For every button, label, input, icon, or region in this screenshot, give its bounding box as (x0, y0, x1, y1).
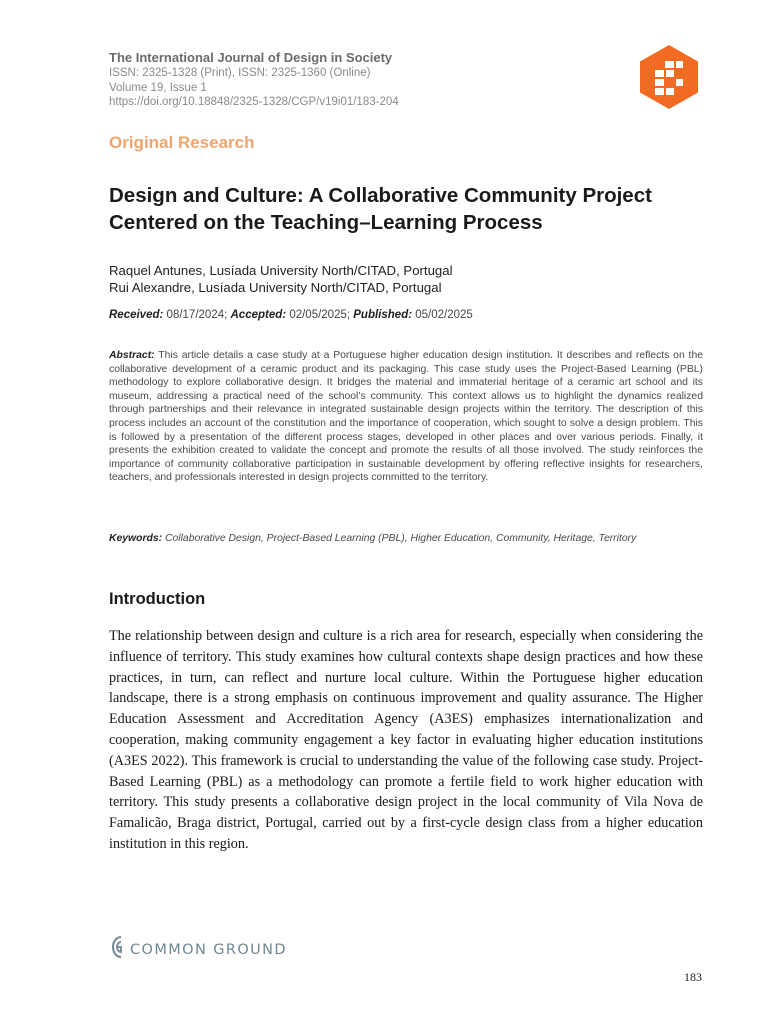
journal-header (109, 50, 589, 110)
abstract-label: Abstract: (109, 350, 155, 361)
section-label: Original Research (109, 133, 255, 152)
abstract-text: This article details a case study at a Portuguese higher education design institution. It describes and reflects on the collaborative development of a ceramic product and its packaging. This case study uses the Project-Based Learning (PBL) methodology to explore collaborative design. It bridges the material and immaterial heritage of a ceramic art school and its museum, addressing a practical need of the school’s community. This context allows us to highlight the dynamics realized through partnerships and their relevance in integrated sustainable design projects within the territory. The description of this process includes an account of the constitution and the importance of cooperation, which sought to solve a design problem. This is followed by a presentation of the different process stages, developed in other places and over various periods. Finally, it presents the exhibition created to validate the concept and promote the results of all those involved. The study reinforces the importance of community collaborative participation in sustainable development by offering reflective insights for researchers, teachers, and professionals interested in design projects committed to the territory. (109, 350, 703, 484)
introduction-heading: Introduction (109, 590, 206, 608)
common-ground-icon (109, 933, 125, 966)
author-list (109, 262, 453, 296)
doi-link[interactable]: https://doi.org/10.18848/2325-1328/CGP/v19i01/183-204 (109, 96, 399, 108)
introduction-paragraph: The relationship between design and culture is a rich area for research, especially when considering the influence of territory. This study examines how cultural contexts shape design practices and how these practices, in turn, can reflect and nurture local culture. Within the Portuguese higher education landscape, there is a strong emphasis on continuous improvement and quality assurance. The Higher Education Assessment and Accreditation Agency (A3ES) emphasizes internationalization and cooperation, making community engagement a key factor in evaluating higher education institutions (A3ES 2022). This framework is crucial to understanding the value of the following case study. Project-Based Learning (PBL) as a methodology can promote a fertile field to work higher education with territory. This study presents a collaborative design project in the local community of Vila Nova de Famalicão, Braga district, Portugal, carried out by a first-cycle design class from a higher education institution in this region. (109, 628, 703, 852)
keywords (109, 532, 703, 546)
journal-logo-icon (638, 44, 700, 110)
keywords-text: Collaborative Design, Project-Based Learning (PBL), Higher Education, Community, Heritage, Territory (165, 533, 637, 544)
published-date: 05/02/2025 (415, 309, 473, 321)
received-date: 08/17/2024 (166, 309, 225, 321)
page-number: 183 (684, 970, 702, 984)
accepted-date: 02/05/2025 (289, 309, 347, 321)
issn-line: ISSN: 2325-1328 (Print), ISSN: 2325-1360 (Online) (109, 67, 371, 79)
volume-line: Volume 19, Issue 1 (109, 81, 207, 94)
publisher-name: COMMON GROUND (130, 941, 287, 958)
published-label: Published: (353, 309, 413, 321)
publisher-logo (109, 933, 287, 966)
article-title: Design and Culture: A Collaborative Community Project Centered on the Teaching–Learning Process (109, 184, 652, 234)
author-line: Rui Alexandre, Lusíada University North/CITAD, Portugal (109, 280, 442, 295)
received-label: Received: (109, 309, 164, 321)
keywords-label: Keywords: (109, 533, 163, 544)
accepted-label: Accepted: (230, 309, 287, 321)
abstract (109, 349, 703, 485)
publication-dates: Received: 08/17/2024; Accepted: 02/05/2025; Published: 05/02/2025 (109, 309, 473, 321)
author-line: Raquel Antunes, Lusíada University North/CITAD, Portugal (109, 263, 453, 278)
journal-name: The International Journal of Design in Society (109, 50, 393, 65)
